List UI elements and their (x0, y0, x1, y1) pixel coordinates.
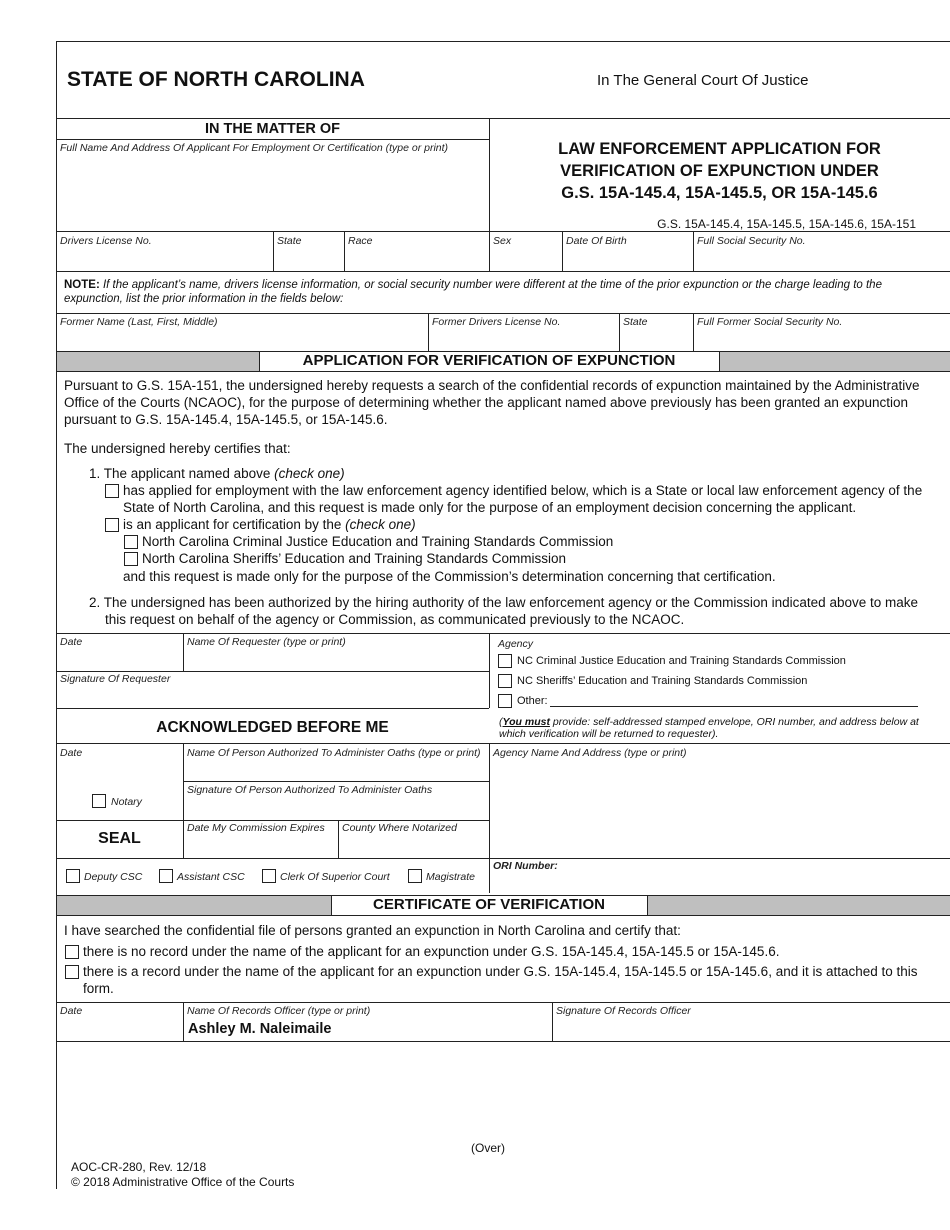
left-border (56, 41, 57, 1189)
employment-checkbox[interactable] (105, 484, 119, 498)
former-name-label: Former Name (Last, First, Middle) (60, 316, 218, 328)
over-label: (Over) (471, 1141, 505, 1155)
applicant-name-field[interactable] (60, 158, 485, 228)
acknowledged-heading: ACKNOWLEDGED BEFORE ME (156, 719, 389, 736)
agency-other-checkbox[interactable] (498, 694, 512, 708)
certificate-intro: I have searched the confidential file of persons granted an expunction in North Carolina and certify that: (64, 923, 681, 938)
oath-date-label: Date (60, 747, 83, 759)
agency-cj-checkbox[interactable] (498, 654, 512, 668)
matter-heading: IN THE MATTER OF (204, 121, 341, 137)
notary-label: Notary (111, 796, 142, 808)
agency-sheriff-option: NC Sheriffs’ Education and Training Standards Commission (517, 675, 808, 687)
applicant-name-label: Full Name And Address Of Applicant For Employment Or Certification (type or print) (60, 142, 449, 154)
clerk-label: Clerk Of Superior Court (280, 871, 390, 883)
assistant-csc-checkbox[interactable] (159, 869, 173, 883)
record-option: there is a record under the name of the applicant for an expunction under G.S. 15A-145.4, 15A-145.5 or 15A-145.6, and it is attached to this form. (83, 964, 918, 996)
certification-checkbox[interactable] (105, 518, 119, 532)
agency-address-label: Agency Name And Address (type or print) (493, 747, 687, 759)
officer-name-label: Name Of Records Officer (type or print) (187, 1005, 371, 1017)
certificate-heading: CERTIFICATE OF VERIFICATION (373, 896, 605, 913)
race-label: Race (348, 235, 373, 247)
sex-label: Sex (493, 235, 512, 247)
requester-date-label: Date (60, 636, 83, 648)
no-record-checkbox[interactable] (65, 945, 79, 959)
deputy-csc-label: Deputy CSC (84, 871, 143, 883)
magistrate-checkbox[interactable] (408, 869, 422, 883)
state-title: STATE OF NORTH CAROLINA (67, 68, 365, 91)
certificate-date-label: Date (60, 1005, 83, 1017)
notary-checkbox[interactable] (92, 794, 106, 808)
agency-cj-option: NC Criminal Justice Education and Training Standards Commission (517, 655, 846, 667)
no-record-option: there is no record under the name of the applicant for an expunction under G.S. 15A-145.4, 15A-145.5 or 15A-145.6. (83, 944, 780, 959)
agency-other-field[interactable] (550, 706, 918, 707)
ssn-label: Full Social Security No. (697, 235, 806, 247)
note: NOTE: If the applicant’s name, drivers license information, or social security number were different at the time of the prior expunction or the charge leading to the expunction, list the prior information in the fields below: (64, 279, 882, 305)
former-state-label: State (623, 316, 648, 328)
former-ssn-label: Full Former Social Security No. (697, 316, 843, 328)
oath-name-label: Name Of Person Authorized To Administer Oaths (type or print) (187, 747, 481, 759)
item-1: 1. The applicant named above (check one) (89, 466, 345, 481)
officer-name[interactable]: Ashley M. Naleimaile (188, 1021, 332, 1037)
court-title: In The General Court Of Justice (597, 72, 809, 89)
clerk-checkbox[interactable] (262, 869, 276, 883)
magistrate-label: Magistrate (426, 871, 476, 883)
application-heading: APPLICATION FOR VERIFICATION OF EXPUNCTION (302, 352, 676, 369)
requester-name-label: Name Of Requester (type or print) (187, 636, 346, 648)
assistant-csc-label: Assistant CSC (177, 871, 245, 883)
certifies-text: The undersigned hereby certifies that: (64, 441, 291, 456)
item-2: 2. The undersigned has been authorized by the hiring authority of the law enforcement agency or the Commission indicated above to make this request on behalf of the agency or Commission, as communicated previously to the NCAOC. (89, 595, 918, 627)
copyright: © 2018 Administrative Office of the Courts (71, 1175, 295, 1189)
agency-label: Agency (498, 638, 534, 650)
form-title: LAW ENFORCEMENT APPLICATION FOR VERIFICATION OF EXPUNCTION UNDER G.S. 15A-145.4, 15A-145.5, OR 15A-145.6 (558, 140, 881, 202)
agency-sheriff-checkbox[interactable] (498, 674, 512, 688)
drivers-license-label: Drivers License No. (60, 235, 152, 247)
commission-note: and this request is made only for the purpose of the Commission’s determination concerning that certification. (123, 569, 776, 584)
state-label: State (277, 235, 302, 247)
former-license-label: Former Drivers License No. (432, 316, 561, 328)
sheriff-commission-option: North Carolina Sheriffs’ Education and Training Standards Commission (142, 551, 566, 566)
oath-signature-label: Signature Of Person Authorized To Administer Oaths (187, 784, 433, 796)
cj-commission-option: North Carolina Criminal Justice Education and Training Standards Commission (142, 534, 614, 549)
statute-list: G.S. 15A-145.4, 15A-145.5, 15A-145.6, 15A-151 (657, 217, 916, 231)
requester-signature-label: Signature Of Requester (60, 673, 171, 685)
employment-option: has applied for employment with the law enforcement agency identified below, which is a State or local law enforcement agency of the State of North Carolina, and this request is made only for the purpose of an employment decision concerning the applicant. (123, 483, 923, 515)
officer-signature-label: Signature Of Records Officer (556, 1005, 691, 1017)
agency-other-option: Other: (517, 695, 548, 707)
form-number: AOC-CR-280, Rev. 12/18 (71, 1160, 207, 1174)
must-provide-note: (You must provide: self-addressed stamped envelope, ORI number, and address below at which verification will be returned to requester). (499, 716, 919, 740)
top-border (56, 41, 950, 42)
dob-label: Date Of Birth (566, 235, 627, 247)
county-label: County Where Notarized (342, 822, 457, 834)
ori-label: ORI Number: (493, 860, 558, 872)
commission-expires-label: Date My Commission Expires (187, 822, 325, 834)
deputy-csc-checkbox[interactable] (66, 869, 80, 883)
application-intro: Pursuant to G.S. 15A-151, the undersigned hereby requests a search of the confidential records of expunction maintained by the Administrative Office of the Courts (NCAOC), for the purpose of determining whether the applicant named above previously has been granted an expunction pursuant to G.S. 15A-145.4, 15A-145.5, or 15A-145.6. (64, 378, 920, 427)
cj-commission-checkbox[interactable] (124, 535, 138, 549)
seal: SEAL (98, 830, 141, 847)
certification-option: is an applicant for certification by the (check one) (123, 517, 416, 532)
record-checkbox[interactable] (65, 965, 79, 979)
sheriff-commission-checkbox[interactable] (124, 552, 138, 566)
